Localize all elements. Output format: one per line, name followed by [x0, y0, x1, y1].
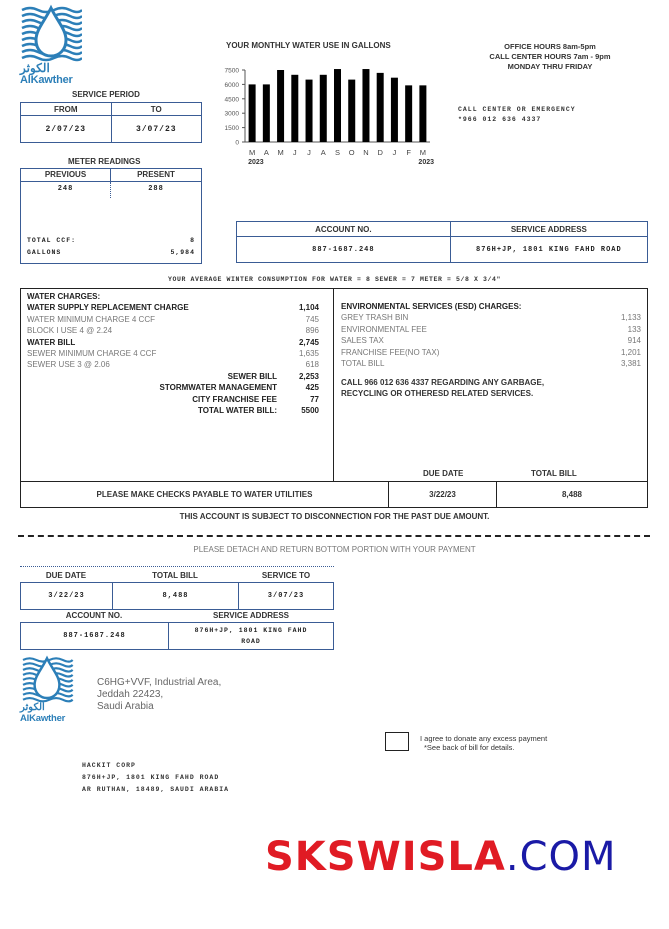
charge-label: SALES TAX [341, 336, 384, 346]
charge-label: GREY TRASH BIN [341, 313, 409, 323]
water-charge-row [27, 394, 319, 405]
x-tick-label: M [248, 148, 256, 157]
stub-account-label: ACCOUNT NO. [65, 611, 123, 620]
charge-amount: 1,104 [298, 303, 319, 313]
meter-readings-title: METER READINGS [68, 157, 141, 166]
water-charge-row [27, 371, 319, 382]
service-to-date: 3/07/23 [135, 124, 177, 134]
watermark-text-red: SKSWISLA [265, 834, 506, 880]
charge-label: CITY FRANCHISE FEE [192, 394, 277, 404]
water-charge-row [27, 348, 319, 359]
donate-note [420, 734, 547, 752]
x-tick-label: M [277, 148, 284, 157]
env-charges-title: ENVIRONMENTAL SERVICES (ESD) CHARGES: [341, 302, 522, 311]
water-charges-section [27, 291, 319, 416]
service-period-title: SERVICE PERIOD [72, 90, 140, 99]
donate-line-2: *See back of bill for details. [424, 743, 515, 752]
gallons-label: GALLONS [27, 249, 62, 256]
office-hours [452, 42, 648, 72]
customer-address-line-1: 876H+JP, 1801 KING FAHD ROAD [82, 774, 220, 781]
to-label: TO [150, 104, 162, 114]
total-ccf-label: TOTAL CCF: [27, 237, 77, 244]
stub-header-labels [20, 571, 334, 580]
customer-name: HACKIT CORP [82, 762, 136, 769]
charge-amount: 3,381 [620, 359, 641, 369]
water-charge-row [27, 325, 319, 336]
water-drop-logo-icon [20, 4, 82, 62]
charge-label: SEWER MINIMUM CHARGE 4 CCF [27, 349, 157, 359]
logo-arabic-text: الكوثر [20, 702, 45, 713]
x-tick-label: J [307, 148, 311, 157]
monthly-water-use-chart [215, 60, 440, 175]
charge-amount: 745 [305, 314, 319, 324]
chart-bar [348, 80, 355, 142]
meter-readings-box [20, 168, 202, 264]
charge-label: SEWER BILL [227, 371, 277, 381]
env-charge-row [341, 312, 641, 323]
chart-bar [391, 78, 398, 142]
donate-checkbox[interactable] [385, 732, 409, 751]
env-charge-row [341, 324, 641, 335]
charge-amount: 618 [305, 360, 319, 370]
x-tick-label: A [320, 148, 326, 157]
charge-amount: 5500 [301, 406, 319, 416]
x-tick-label: F [406, 148, 411, 157]
water-charges-title: WATER CHARGES: [27, 292, 101, 301]
office-days-line: MONDAY THRU FRIDAY [507, 62, 593, 71]
stub-top-line [20, 566, 334, 567]
due-date-label: DUE DATE [423, 469, 464, 478]
water-charge-row [27, 337, 319, 348]
chart-bar [249, 84, 256, 142]
logo-arabic-text: الكوثر [20, 61, 50, 75]
water-charge-row [27, 405, 319, 416]
x-tick-label: J [392, 148, 397, 157]
total-bill-label: TOTAL BILL [531, 469, 577, 478]
charge-label: TOTAL WATER BILL: [198, 406, 277, 416]
previous-reading: 248 [21, 182, 111, 198]
emergency-contact [458, 105, 576, 125]
y-tick-label: 3000 [224, 110, 239, 118]
charge-label: SEWER USE 3 @ 2.06 [27, 360, 110, 370]
env-charge-row [341, 358, 641, 369]
charge-label: FRANCHISE FEE(NO TAX) [341, 347, 440, 357]
logo-english-text: AlKawther [20, 713, 66, 724]
charges-divider [333, 289, 334, 481]
chart-bar [334, 69, 341, 142]
y-tick-label: 4500 [224, 96, 239, 104]
account-no-label: ACCOUNT NO. [237, 222, 451, 237]
gallons-row [27, 249, 195, 256]
water-charge-row [27, 382, 319, 393]
year-start-label: 2023 [248, 159, 264, 166]
stub-values-box [20, 582, 334, 610]
chart-bar [405, 85, 412, 142]
x-tick-label: J [292, 148, 297, 157]
company-logo [20, 4, 84, 86]
stub-due-date-label: DUE DATE [45, 571, 87, 580]
stub-account-labels [20, 611, 334, 620]
stub-service-to: 3/07/23 [267, 592, 305, 600]
env-charge-row [341, 335, 641, 346]
y-tick-label: 7500 [224, 67, 239, 75]
x-tick-label: D [377, 148, 383, 157]
return-address: C6HG+VVF, Industrial Area, Jeddah 22423, Saudi Arabia [97, 677, 222, 712]
stub-service-to-label: SERVICE TO [261, 571, 311, 580]
due-date-value: 3/22/23 [389, 482, 497, 507]
total-bill-value: 8,488 [561, 490, 583, 499]
chart-bar [277, 70, 284, 142]
payable-note: PLEASE MAKE CHECKS PAYABLE TO WATER UTILITIES [21, 482, 389, 507]
donate-line-1: I agree to donate any excess payment [420, 734, 548, 743]
charge-amount: 1,133 [620, 313, 641, 323]
service-address-label: SERVICE ADDRESS [510, 224, 587, 234]
chart-bar [306, 80, 313, 142]
year-end-label: 2023 [418, 159, 434, 166]
chart-bar [377, 73, 384, 142]
esd-contact-note: CALL 966 012 636 4337 REGARDING ANY GARBAGE, RECYCLING OR OTHERESD RELATED SERVICES. [341, 378, 545, 399]
charges-box [20, 288, 648, 508]
account-no-value: 887-1687.248 [237, 237, 451, 263]
charge-label: BLOCK I USE 4 @ 2.24 [27, 326, 113, 336]
office-hours-line: OFFICE HOURS 8am-5pm [504, 42, 596, 51]
watermark-text-blue: .COM [505, 834, 617, 880]
chart-title: YOUR MONTHLY WATER USE IN GALLONS [226, 41, 391, 50]
call-center-hours-line: CALL CENTER HOURS 7am - 9pm [489, 52, 611, 61]
charge-label: STORMWATER MANAGEMENT [159, 383, 277, 393]
stub-account-no: 887-1687.248 [21, 623, 169, 649]
water-charge-row [27, 302, 319, 313]
env-charges-list [341, 312, 641, 369]
total-ccf-row [27, 237, 195, 244]
average-winter-consumption-note: YOUR AVERAGE WINTER CONSUMPTION FOR WATER = 8 SEWER = 7 METER = 5/8 X 3/4" [167, 276, 502, 283]
y-tick-label: 1500 [224, 125, 239, 133]
x-tick-label: O [348, 148, 355, 157]
x-tick-label: N [363, 148, 369, 157]
service-period-table [20, 102, 202, 143]
chart-bar [419, 85, 426, 142]
from-label: FROM [21, 103, 112, 116]
water-charges-list [27, 302, 319, 416]
watermark [265, 834, 617, 880]
y-tick-label: 0 [235, 139, 239, 147]
stub-due-date: 3/22/23 [21, 583, 113, 609]
stub-total-bill-label: TOTAL BILL [152, 571, 198, 580]
payment-summary-row [21, 481, 647, 507]
charge-label: WATER SUPPLY REPLACEMENT CHARGE [27, 303, 189, 313]
chart-bar [263, 84, 270, 142]
stub-address-label: SERVICE ADDRESS [212, 611, 290, 620]
stub-service-address: 876H+JP, 1801 KING FAHD ROAD [194, 627, 308, 645]
emergency-label: CALL CENTER OR EMERGENCY [458, 106, 576, 113]
present-label: PRESENT [137, 170, 175, 179]
x-tick-label: A [263, 148, 269, 157]
charge-amount: 133 [627, 324, 641, 334]
total-ccf-value: 8 [190, 237, 195, 244]
service-address-value: 876H+JP, 1801 KING FAHD ROAD [476, 245, 622, 254]
company-logo-small [20, 655, 76, 724]
gallons-value: 5,984 [170, 249, 195, 256]
x-tick-label: M [419, 148, 427, 157]
water-charge-row [27, 314, 319, 325]
stub-account-box [20, 622, 334, 650]
x-tick-label: S [334, 148, 341, 157]
emergency-phone: *966 012 636 4337 [458, 116, 542, 123]
chart-bar [320, 75, 327, 142]
detach-cut-line [18, 535, 650, 537]
present-reading: 288 [148, 185, 164, 193]
customer-address [82, 760, 229, 796]
water-drop-logo-icon [20, 655, 74, 703]
charge-amount: 1,201 [620, 347, 641, 357]
charge-amount: 77 [310, 394, 319, 404]
disconnection-notice: THIS ACCOUNT IS SUBJECT TO DISCONNECTION FOR THE PAST DUE AMOUNT. [179, 512, 490, 521]
charge-label: WATER BILL [27, 337, 76, 347]
previous-label: PREVIOUS [21, 169, 111, 181]
charge-amount: 425 [305, 383, 319, 393]
service-from-date: 2/07/23 [21, 116, 112, 143]
charge-label: ENVIRONMENTAL FEE [341, 324, 427, 334]
water-charge-row [27, 359, 319, 370]
chart-bar [291, 75, 298, 142]
charge-amount: 914 [627, 336, 641, 346]
customer-address-line-2: AR RUTHAN, 18489, SAUDI ARABIA [82, 786, 230, 793]
account-table [236, 221, 648, 263]
env-charge-row [341, 347, 641, 358]
stub-total-bill: 8,488 [113, 583, 239, 609]
chart-bar [362, 69, 369, 142]
charge-label: TOTAL BILL [341, 359, 385, 369]
charge-amount: 2,253 [298, 371, 319, 381]
charge-amount: 1,635 [298, 349, 319, 359]
charge-amount: 896 [305, 326, 319, 336]
charge-label: WATER MINIMUM CHARGE 4 CCF [27, 314, 155, 324]
env-charges-section [341, 301, 641, 399]
detach-note: PLEASE DETACH AND RETURN BOTTOM PORTION WITH YOUR PAYMENT [193, 545, 476, 554]
y-tick-label: 6000 [224, 81, 239, 89]
logo-english-text: AlKawther [20, 74, 73, 86]
charge-amount: 2,745 [298, 337, 319, 347]
